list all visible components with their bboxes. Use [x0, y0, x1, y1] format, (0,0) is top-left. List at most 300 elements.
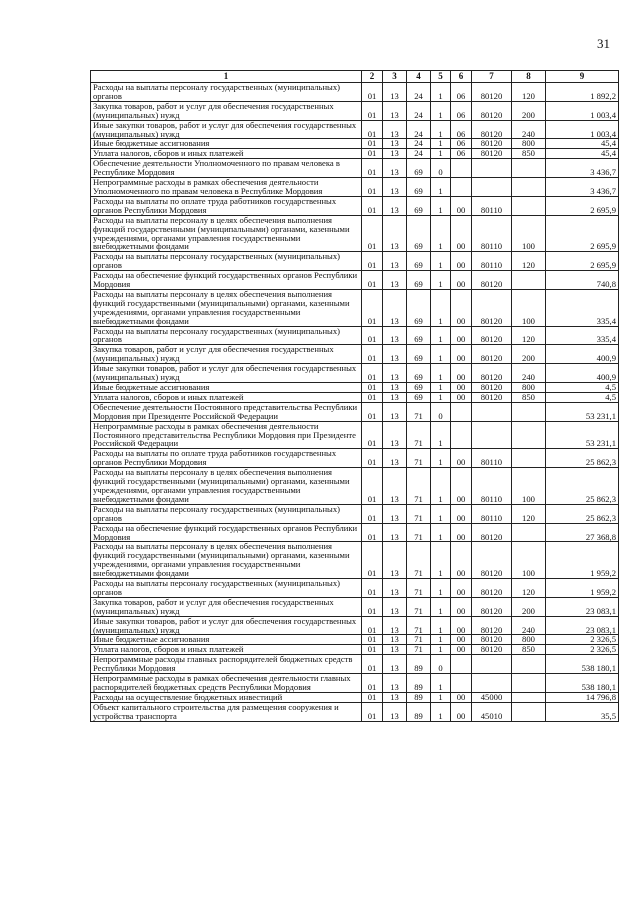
cell-amount: 335,4	[546, 326, 619, 345]
cell-subprogram: 1	[431, 449, 451, 468]
cell-prz: 13	[383, 364, 407, 383]
table-row	[91, 196, 619, 215]
cell-amount: 27 368,8	[546, 523, 619, 542]
cell-direction	[472, 178, 512, 197]
cell-subprogram: 1	[431, 252, 451, 271]
cell-row-name: Расходы на выплаты персоналу государственных (муниципальных) органов	[91, 252, 362, 271]
cell-main-event: 00	[451, 271, 472, 290]
cell-main-event: 00	[451, 383, 472, 393]
cell-program: 69	[407, 215, 431, 252]
cell-subprogram: 1	[431, 523, 451, 542]
table-row	[91, 579, 619, 598]
cell-row-name: Обеспечение деятельности Постоянного представительства Республики Мордовия при Президенте Российской Федерации	[91, 402, 362, 421]
cell-rz: 01	[362, 504, 383, 523]
cell-expense-type	[512, 196, 546, 215]
table-row	[91, 449, 619, 468]
cell-amount: 53 231,1	[546, 421, 619, 449]
cell-expense-type: 200	[512, 101, 546, 120]
cell-program: 69	[407, 383, 431, 393]
cell-expense-type: 100	[512, 468, 546, 505]
cell-subprogram: 1	[431, 120, 451, 139]
cell-program: 71	[407, 635, 431, 645]
cell-expense-type: 800	[512, 635, 546, 645]
cell-row-name: Уплата налогов, сборов и иных платежей	[91, 392, 362, 402]
cell-program: 71	[407, 542, 431, 579]
cell-rz: 01	[362, 579, 383, 598]
cell-direction	[472, 159, 512, 178]
cell-program: 24	[407, 120, 431, 139]
cell-row-name: Расходы на выплаты персоналу государственных (муниципальных) органов	[91, 504, 362, 523]
cell-program: 71	[407, 523, 431, 542]
cell-main-event: 00	[451, 542, 472, 579]
cell-expense-type: 120	[512, 326, 546, 345]
cell-direction: 80120	[472, 83, 512, 102]
cell-amount: 14 796,8	[546, 692, 619, 702]
cell-expense-type	[512, 271, 546, 290]
cell-subprogram: 1	[431, 196, 451, 215]
cell-main-event	[451, 674, 472, 693]
cell-subprogram: 1	[431, 178, 451, 197]
cell-subprogram: 1	[431, 597, 451, 616]
cell-main-event: 00	[451, 326, 472, 345]
cell-program: 89	[407, 655, 431, 674]
table-row	[91, 468, 619, 505]
cell-expense-type: 800	[512, 139, 546, 149]
cell-subprogram: 1	[431, 579, 451, 598]
cell-main-event: 00	[451, 616, 472, 635]
cell-row-name: Непрограммные расходы главных распорядителей бюджетных средств Республики Мордовия	[91, 655, 362, 674]
cell-subprogram: 1	[431, 215, 451, 252]
cell-expense-type: 120	[512, 504, 546, 523]
cell-rz: 01	[362, 635, 383, 645]
cell-main-event: 00	[451, 579, 472, 598]
cell-prz: 13	[383, 326, 407, 345]
cell-program: 71	[407, 597, 431, 616]
cell-expense-type	[512, 523, 546, 542]
cell-prz: 13	[383, 702, 407, 721]
table-body	[91, 83, 619, 722]
table-row	[91, 252, 619, 271]
cell-direction: 80120	[472, 149, 512, 159]
cell-amount: 400,9	[546, 364, 619, 383]
cell-prz: 13	[383, 159, 407, 178]
cell-subprogram: 1	[431, 289, 451, 326]
cell-row-name: Непрограммные расходы в рамках обеспечения деятельности Постоянного представительства Республики Мордовия при Президенте Российской Федерации	[91, 421, 362, 449]
cell-direction: 80110	[472, 196, 512, 215]
cell-main-event: 00	[451, 364, 472, 383]
cell-row-name: Объект капитального строительства для размещения сооружения и устройства транспорта	[91, 702, 362, 721]
cell-rz: 01	[362, 692, 383, 702]
cell-expense-type	[512, 674, 546, 693]
table-row	[91, 271, 619, 290]
cell-rz: 01	[362, 139, 383, 149]
cell-direction: 80110	[472, 449, 512, 468]
cell-prz: 13	[383, 392, 407, 402]
cell-main-event	[451, 421, 472, 449]
cell-subprogram: 1	[431, 692, 451, 702]
cell-rz: 01	[362, 597, 383, 616]
cell-direction: 80120	[472, 101, 512, 120]
cell-expense-type: 120	[512, 252, 546, 271]
cell-expense-type: 120	[512, 579, 546, 598]
cell-expense-type: 100	[512, 289, 546, 326]
cell-main-event: 06	[451, 83, 472, 102]
cell-amount: 2 326,5	[546, 635, 619, 645]
cell-main-event: 00	[451, 702, 472, 721]
col-header: 3	[383, 71, 407, 83]
cell-expense-type: 850	[512, 392, 546, 402]
cell-expense-type	[512, 421, 546, 449]
cell-subprogram: 1	[431, 149, 451, 159]
cell-program: 69	[407, 271, 431, 290]
cell-expense-type: 100	[512, 542, 546, 579]
table-row	[91, 523, 619, 542]
cell-rz: 01	[362, 289, 383, 326]
cell-direction: 80120	[472, 345, 512, 364]
cell-direction: 80120	[472, 364, 512, 383]
cell-amount: 740,8	[546, 271, 619, 290]
cell-direction	[472, 402, 512, 421]
cell-program: 69	[407, 289, 431, 326]
cell-subprogram: 1	[431, 645, 451, 655]
cell-row-name: Закупка товаров, работ и услуг для обеспечения государственных (муниципальных) нужд	[91, 101, 362, 120]
cell-prz: 13	[383, 579, 407, 598]
cell-main-event: 06	[451, 101, 472, 120]
cell-main-event: 00	[451, 504, 472, 523]
cell-row-name: Расходы на выплаты персоналу государственных (муниципальных) органов	[91, 83, 362, 102]
cell-main-event: 00	[451, 645, 472, 655]
cell-program: 69	[407, 326, 431, 345]
cell-rz: 01	[362, 449, 383, 468]
cell-row-name: Расходы на выплаты по оплате труда работников государственных органов Республики Мордовия	[91, 449, 362, 468]
cell-program: 69	[407, 159, 431, 178]
cell-direction	[472, 674, 512, 693]
budget-table	[90, 70, 619, 722]
table-row	[91, 402, 619, 421]
cell-direction: 80110	[472, 252, 512, 271]
cell-prz: 13	[383, 149, 407, 159]
cell-main-event: 00	[451, 692, 472, 702]
cell-program: 69	[407, 392, 431, 402]
cell-rz: 01	[362, 101, 383, 120]
cell-subprogram: 1	[431, 702, 451, 721]
table-row	[91, 542, 619, 579]
cell-prz: 13	[383, 692, 407, 702]
col-header: 2	[362, 71, 383, 83]
cell-prz: 13	[383, 542, 407, 579]
cell-amount: 25 862,3	[546, 449, 619, 468]
cell-program: 89	[407, 702, 431, 721]
cell-rz: 01	[362, 655, 383, 674]
table-row	[91, 616, 619, 635]
cell-amount: 4,5	[546, 392, 619, 402]
cell-main-event: 00	[451, 392, 472, 402]
cell-row-name: Иные закупки товаров, работ и услуг для обеспечения государственных (муниципальных) нужд	[91, 364, 362, 383]
cell-rz: 01	[362, 252, 383, 271]
cell-subprogram: 1	[431, 345, 451, 364]
cell-expense-type: 120	[512, 83, 546, 102]
cell-amount: 25 862,3	[546, 468, 619, 505]
cell-program: 71	[407, 616, 431, 635]
cell-amount: 2 326,5	[546, 645, 619, 655]
cell-row-name: Уплата налогов, сборов и иных платежей	[91, 645, 362, 655]
cell-expense-type	[512, 402, 546, 421]
cell-row-name: Уплата налогов, сборов и иных платежей	[91, 149, 362, 159]
cell-prz: 13	[383, 674, 407, 693]
cell-direction: 80120	[472, 542, 512, 579]
cell-prz: 13	[383, 449, 407, 468]
cell-amount: 1 892,2	[546, 83, 619, 102]
cell-rz: 01	[362, 523, 383, 542]
table-row	[91, 120, 619, 139]
cell-row-name: Расходы на выплаты персоналу в целях обеспечения выполнения функций государственными (муниципальными) органами, казенными учреждениями, органами управления государственными внебюджетными фондами	[91, 289, 362, 326]
cell-row-name: Непрограммные расходы в рамках обеспечения деятельности главных распорядителей бюджетных средств Республики Мордовия	[91, 674, 362, 693]
cell-subprogram: 0	[431, 655, 451, 674]
table-row	[91, 702, 619, 721]
cell-amount: 1 959,2	[546, 542, 619, 579]
cell-rz: 01	[362, 542, 383, 579]
cell-amount: 538 180,1	[546, 655, 619, 674]
cell-main-event	[451, 655, 472, 674]
cell-prz: 13	[383, 345, 407, 364]
table-row	[91, 421, 619, 449]
cell-program: 69	[407, 196, 431, 215]
cell-row-name: Иные бюджетные ассигнования	[91, 383, 362, 393]
cell-program: 69	[407, 345, 431, 364]
cell-direction: 80120	[472, 326, 512, 345]
cell-prz: 13	[383, 383, 407, 393]
cell-amount: 1 959,2	[546, 579, 619, 598]
cell-amount: 45,4	[546, 149, 619, 159]
cell-expense-type: 200	[512, 345, 546, 364]
cell-expense-type: 240	[512, 364, 546, 383]
cell-expense-type: 240	[512, 120, 546, 139]
cell-direction	[472, 421, 512, 449]
cell-main-event: 00	[451, 196, 472, 215]
cell-program: 24	[407, 139, 431, 149]
cell-direction: 80120	[472, 597, 512, 616]
cell-row-name: Обеспечение деятельности Уполномоченного по правам человека в Республике Мордовия	[91, 159, 362, 178]
cell-amount: 335,4	[546, 289, 619, 326]
cell-row-name: Иные закупки товаров, работ и услуг для обеспечения государственных (муниципальных) нужд	[91, 120, 362, 139]
cell-program: 89	[407, 674, 431, 693]
cell-direction: 80110	[472, 468, 512, 505]
cell-prz: 13	[383, 616, 407, 635]
cell-rz: 01	[362, 421, 383, 449]
cell-prz: 13	[383, 83, 407, 102]
cell-subprogram: 0	[431, 159, 451, 178]
cell-rz: 01	[362, 702, 383, 721]
cell-row-name: Иные бюджетные ассигнования	[91, 635, 362, 645]
cell-rz: 01	[362, 645, 383, 655]
cell-direction: 45010	[472, 702, 512, 721]
cell-direction: 80120	[472, 635, 512, 645]
cell-rz: 01	[362, 196, 383, 215]
cell-direction: 45000	[472, 692, 512, 702]
cell-program: 71	[407, 645, 431, 655]
cell-program: 69	[407, 252, 431, 271]
table-row	[91, 345, 619, 364]
table-row	[91, 215, 619, 252]
cell-rz: 01	[362, 83, 383, 102]
table-row	[91, 597, 619, 616]
cell-rz: 01	[362, 383, 383, 393]
cell-row-name: Расходы на осуществление бюджетных инвестиций	[91, 692, 362, 702]
cell-program: 24	[407, 101, 431, 120]
page-number: 31	[597, 36, 610, 51]
cell-program: 89	[407, 692, 431, 702]
cell-row-name: Иные бюджетные ассигнования	[91, 139, 362, 149]
cell-program: 71	[407, 449, 431, 468]
table-row	[91, 383, 619, 393]
cell-row-name: Расходы на обеспечение функций государственных органов Республики Мордовия	[91, 271, 362, 290]
cell-rz: 01	[362, 159, 383, 178]
cell-prz: 13	[383, 645, 407, 655]
cell-main-event	[451, 402, 472, 421]
cell-prz: 13	[383, 101, 407, 120]
cell-direction: 80120	[472, 616, 512, 635]
table-row	[91, 504, 619, 523]
table-row	[91, 392, 619, 402]
cell-expense-type	[512, 655, 546, 674]
cell-subprogram: 1	[431, 83, 451, 102]
cell-program: 71	[407, 579, 431, 598]
cell-amount: 4,5	[546, 383, 619, 393]
cell-program: 24	[407, 149, 431, 159]
cell-subprogram: 1	[431, 326, 451, 345]
cell-program: 69	[407, 178, 431, 197]
cell-expense-type: 200	[512, 597, 546, 616]
cell-rz: 01	[362, 178, 383, 197]
cell-amount: 400,9	[546, 345, 619, 364]
cell-rz: 01	[362, 674, 383, 693]
cell-row-name: Расходы на выплаты персоналу государственных (муниципальных) органов	[91, 326, 362, 345]
cell-rz: 01	[362, 392, 383, 402]
cell-row-name: Расходы на выплаты по оплате труда работников государственных органов Республики Мордовия	[91, 196, 362, 215]
cell-expense-type: 100	[512, 215, 546, 252]
cell-rz: 01	[362, 468, 383, 505]
cell-direction: 80120	[472, 120, 512, 139]
cell-direction: 80120	[472, 139, 512, 149]
table-row	[91, 101, 619, 120]
cell-row-name: Иные закупки товаров, работ и услуг для обеспечения государственных (муниципальных) нужд	[91, 616, 362, 635]
cell-subprogram: 1	[431, 392, 451, 402]
cell-subprogram: 1	[431, 364, 451, 383]
cell-row-name: Расходы на выплаты персоналу в целях обеспечения выполнения функций государственными (муниципальными) органами, казенными учреждениями, органами управления государственными внебюджетными фондами	[91, 468, 362, 505]
cell-prz: 13	[383, 504, 407, 523]
cell-main-event: 06	[451, 149, 472, 159]
cell-subprogram: 1	[431, 542, 451, 579]
cell-direction	[472, 655, 512, 674]
cell-subprogram: 1	[431, 101, 451, 120]
cell-expense-type	[512, 449, 546, 468]
col-header: 6	[451, 71, 472, 83]
table-row	[91, 674, 619, 693]
cell-direction: 80120	[472, 271, 512, 290]
cell-expense-type	[512, 702, 546, 721]
cell-expense-type: 850	[512, 149, 546, 159]
cell-prz: 13	[383, 178, 407, 197]
cell-rz: 01	[362, 326, 383, 345]
cell-expense-type: 850	[512, 645, 546, 655]
cell-rz: 01	[362, 120, 383, 139]
cell-main-event: 00	[451, 523, 472, 542]
table-row	[91, 645, 619, 655]
cell-direction: 80120	[472, 645, 512, 655]
cell-subprogram: 1	[431, 504, 451, 523]
cell-main-event: 00	[451, 252, 472, 271]
cell-rz: 01	[362, 149, 383, 159]
cell-main-event	[451, 159, 472, 178]
cell-subprogram: 0	[431, 402, 451, 421]
cell-direction: 80120	[472, 289, 512, 326]
cell-prz: 13	[383, 635, 407, 645]
cell-main-event: 00	[451, 215, 472, 252]
cell-row-name: Закупка товаров, работ и услуг для обеспечения государственных (муниципальных) нужд	[91, 597, 362, 616]
cell-expense-type	[512, 692, 546, 702]
cell-main-event: 00	[451, 449, 472, 468]
table-row	[91, 139, 619, 149]
cell-row-name: Расходы на обеспечение функций государственных органов Республики Мордовия	[91, 523, 362, 542]
cell-prz: 13	[383, 421, 407, 449]
cell-amount: 53 231,1	[546, 402, 619, 421]
table-row	[91, 289, 619, 326]
cell-main-event: 00	[451, 635, 472, 645]
cell-direction: 80120	[472, 392, 512, 402]
table-row	[91, 692, 619, 702]
cell-main-event	[451, 178, 472, 197]
cell-prz: 13	[383, 523, 407, 542]
col-header: 4	[407, 71, 431, 83]
table-row	[91, 635, 619, 645]
cell-main-event: 00	[451, 597, 472, 616]
cell-expense-type	[512, 159, 546, 178]
cell-subprogram: 1	[431, 383, 451, 393]
cell-main-event: 00	[451, 468, 472, 505]
table-row	[91, 159, 619, 178]
cell-program: 69	[407, 364, 431, 383]
cell-prz: 13	[383, 271, 407, 290]
col-header: 8	[512, 71, 546, 83]
cell-prz: 13	[383, 215, 407, 252]
cell-prz: 13	[383, 120, 407, 139]
cell-program: 71	[407, 504, 431, 523]
cell-row-name: Расходы на выплаты персоналу в целях обеспечения выполнения функций государственными (муниципальными) органами, казенными учреждениями, органами управления государственными внебюджетными фондами	[91, 542, 362, 579]
cell-direction: 80120	[472, 579, 512, 598]
cell-expense-type	[512, 178, 546, 197]
table-row	[91, 326, 619, 345]
cell-rz: 01	[362, 215, 383, 252]
cell-subprogram: 1	[431, 674, 451, 693]
cell-amount: 2 695,9	[546, 215, 619, 252]
table-row	[91, 83, 619, 102]
cell-main-event: 06	[451, 139, 472, 149]
cell-rz: 01	[362, 402, 383, 421]
cell-program: 71	[407, 468, 431, 505]
cell-prz: 13	[383, 196, 407, 215]
cell-direction: 80120	[472, 383, 512, 393]
cell-amount: 2 695,9	[546, 252, 619, 271]
cell-subprogram: 1	[431, 421, 451, 449]
cell-amount: 1 003,4	[546, 101, 619, 120]
cell-program: 71	[407, 402, 431, 421]
cell-prz: 13	[383, 252, 407, 271]
cell-expense-type: 240	[512, 616, 546, 635]
cell-program: 24	[407, 83, 431, 102]
cell-amount: 3 436,7	[546, 159, 619, 178]
cell-direction: 80110	[472, 215, 512, 252]
cell-subprogram: 1	[431, 468, 451, 505]
